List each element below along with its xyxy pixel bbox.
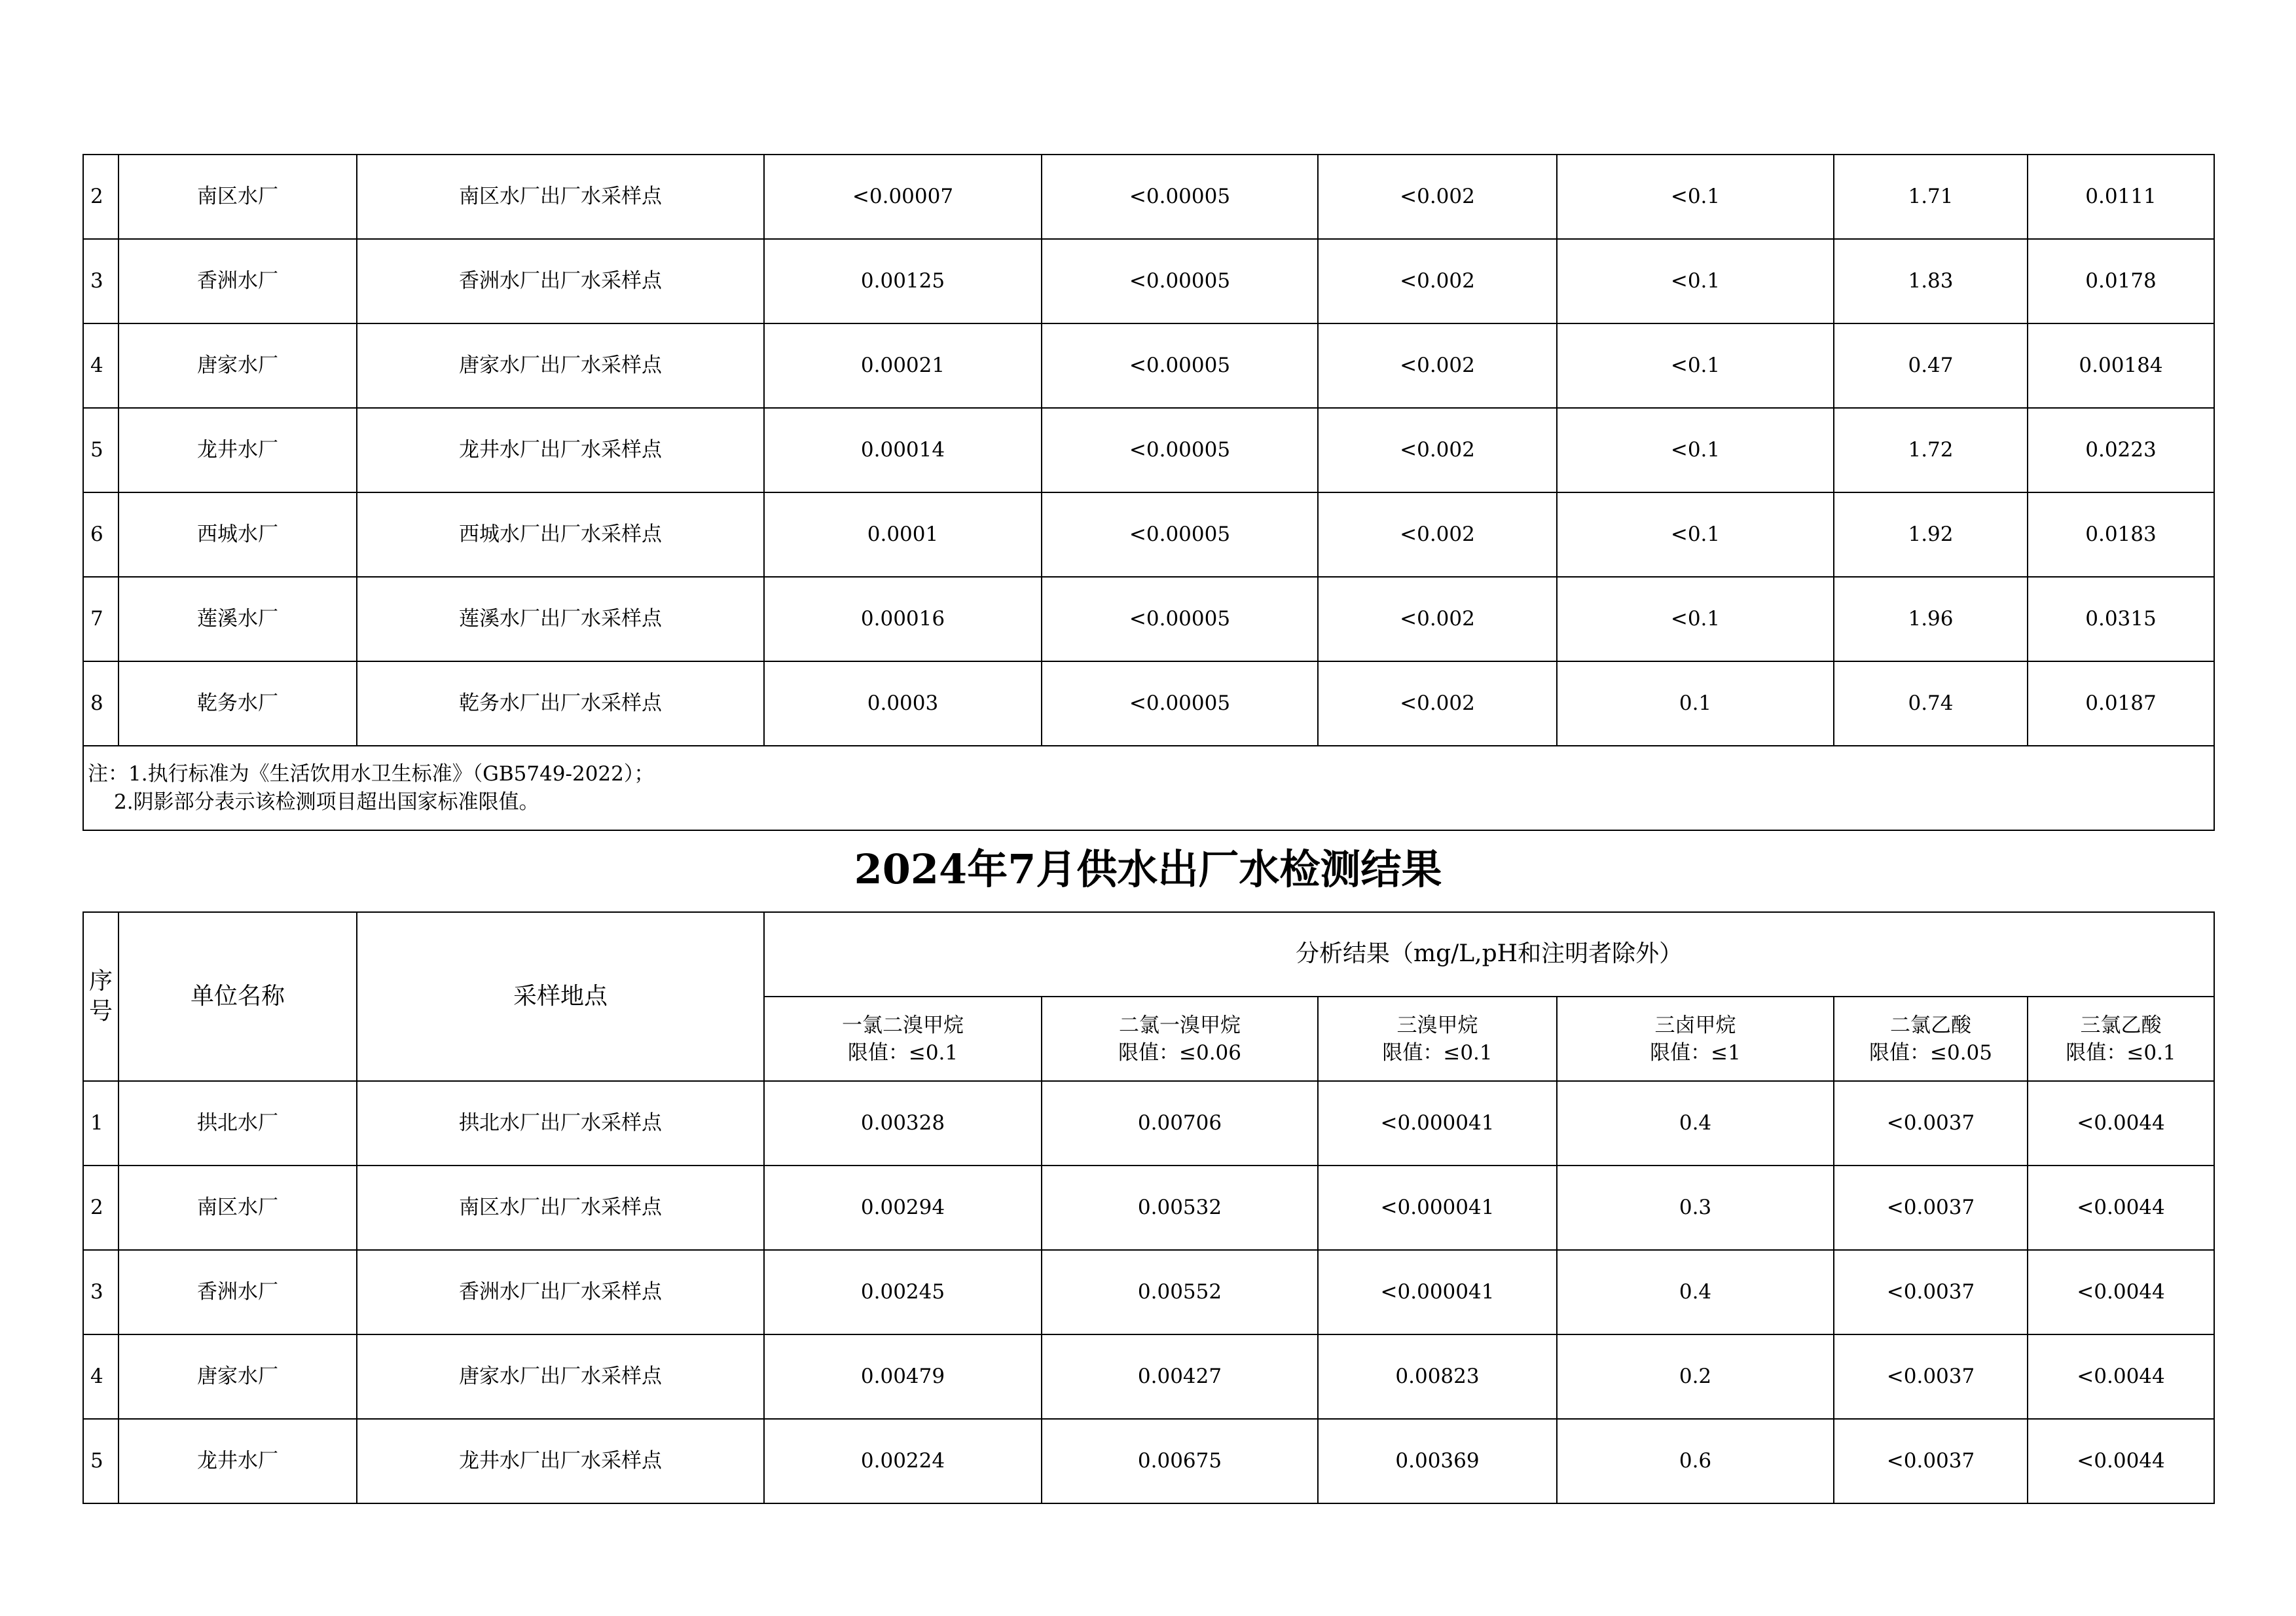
analyte-header bbox=[764, 997, 1042, 1081]
result-value-cell: <0.002 bbox=[1318, 408, 1557, 492]
sampling-site-cell: 拱北水厂出厂水采样点 bbox=[357, 1081, 764, 1166]
row-number: 7 bbox=[83, 577, 118, 661]
unit-name-cell: 南区水厂 bbox=[118, 1166, 357, 1250]
analyte-name: 三氯乙酸 bbox=[2080, 1013, 2162, 1037]
sampling-site-cell: 唐家水厂出厂水采样点 bbox=[357, 1334, 764, 1419]
result-value-cell: <0.0037 bbox=[1834, 1250, 2028, 1334]
analyte-limit: 限值：≤1 bbox=[1650, 1040, 1741, 1065]
table-row bbox=[83, 1081, 2214, 1166]
result-value-cell: 0.2 bbox=[1557, 1334, 1834, 1419]
analyte-limit: 限值：≤0.06 bbox=[1118, 1040, 1241, 1065]
result-value-cell: 0.00706 bbox=[1042, 1081, 1318, 1166]
result-value-cell: 0.74 bbox=[1834, 661, 2028, 746]
table-row bbox=[83, 323, 2214, 408]
sampling-site-cell: 唐家水厂出厂水采样点 bbox=[357, 323, 764, 408]
result-value-cell: 0.0187 bbox=[2028, 661, 2214, 746]
unit-name-cell: 香洲水厂 bbox=[118, 239, 357, 323]
table-row bbox=[83, 577, 2214, 661]
result-value-cell: <0.00005 bbox=[1042, 408, 1318, 492]
row-number: 3 bbox=[83, 1250, 118, 1334]
result-value-cell: <0.00005 bbox=[1042, 492, 1318, 577]
result-value-cell: 0.00427 bbox=[1042, 1334, 1318, 1419]
sampling-site-cell: 西城水厂出厂水采样点 bbox=[357, 492, 764, 577]
notes-cell bbox=[83, 746, 2214, 830]
result-value-cell: <0.002 bbox=[1318, 155, 1557, 239]
result-value-cell: 0.00224 bbox=[764, 1419, 1042, 1503]
result-value-cell: <0.1 bbox=[1557, 323, 1834, 408]
unit-name-cell: 唐家水厂 bbox=[118, 323, 357, 408]
result-value-cell: <0.002 bbox=[1318, 492, 1557, 577]
result-value-cell: 0.4 bbox=[1557, 1250, 1834, 1334]
analyte-limit: 限值：≤0.1 bbox=[847, 1040, 958, 1065]
row-number: 4 bbox=[83, 1334, 118, 1419]
result-value-cell: <0.0044 bbox=[2028, 1166, 2214, 1250]
result-value-cell: 0.00245 bbox=[764, 1250, 1042, 1334]
result-value-cell: 1.96 bbox=[1834, 577, 2028, 661]
result-value-cell: 0.6 bbox=[1557, 1419, 1834, 1503]
table-header bbox=[83, 912, 2214, 1081]
row-number: 2 bbox=[83, 155, 118, 239]
result-value-cell: <0.0037 bbox=[1834, 1334, 2028, 1419]
result-value-cell: <0.000041 bbox=[1318, 1250, 1557, 1334]
analyte-name: 二氯一溴甲烷 bbox=[1119, 1013, 1241, 1037]
table-row bbox=[83, 408, 2214, 492]
unit-name-cell: 莲溪水厂 bbox=[118, 577, 357, 661]
analyte-name: 三卤甲烷 bbox=[1654, 1013, 1736, 1037]
result-value-cell: 0.00328 bbox=[764, 1081, 1042, 1166]
result-value-cell: 0.00823 bbox=[1318, 1334, 1557, 1419]
result-value-cell: <0.00005 bbox=[1042, 661, 1318, 746]
unit-name-cell: 唐家水厂 bbox=[118, 1334, 357, 1419]
result-value-cell: 0.1 bbox=[1557, 661, 1834, 746]
sampling-site-cell: 南区水厂出厂水采样点 bbox=[357, 1166, 764, 1250]
row-number: 6 bbox=[83, 492, 118, 577]
sampling-site-cell: 南区水厂出厂水采样点 bbox=[357, 155, 764, 239]
analyte-name: 二氯乙酸 bbox=[1890, 1013, 1971, 1037]
result-value-cell: 0.0111 bbox=[2028, 155, 2214, 239]
result-value-cell: <0.0044 bbox=[2028, 1081, 2214, 1166]
header-unit-name: 单位名称 bbox=[118, 912, 357, 1081]
result-value-cell: <0.00005 bbox=[1042, 577, 1318, 661]
sampling-site-cell: 乾务水厂出厂水采样点 bbox=[357, 661, 764, 746]
result-value-cell: <0.000041 bbox=[1318, 1081, 1557, 1166]
result-value-cell: <0.002 bbox=[1318, 239, 1557, 323]
result-value-cell: 0.0223 bbox=[2028, 408, 2214, 492]
result-value-cell: 1.71 bbox=[1834, 155, 2028, 239]
result-value-cell: <0.0044 bbox=[2028, 1419, 2214, 1503]
page-title: 2024年7月供水出厂水检测结果 bbox=[854, 845, 1442, 893]
row-number: 2 bbox=[83, 1166, 118, 1250]
result-value-cell: 0.00294 bbox=[764, 1166, 1042, 1250]
result-value-cell: <0.00005 bbox=[1042, 155, 1318, 239]
bottom-table-body bbox=[83, 1081, 2214, 1503]
table-row bbox=[83, 155, 2214, 239]
result-value-cell: 0.0003 bbox=[764, 661, 1042, 746]
result-value-cell: 1.83 bbox=[1834, 239, 2028, 323]
row-number: 5 bbox=[83, 1419, 118, 1503]
header-seq: 序号 bbox=[83, 912, 118, 1081]
result-value-cell: 0.00021 bbox=[764, 323, 1042, 408]
note-line: 注：1.执行标准为《生活饮用水卫生标准》（GB5749-2022）； bbox=[88, 762, 655, 786]
row-number: 5 bbox=[83, 408, 118, 492]
result-value-cell: 0.0178 bbox=[2028, 239, 2214, 323]
sampling-site-cell: 莲溪水厂出厂水采样点 bbox=[357, 577, 764, 661]
result-value-cell: <0.00005 bbox=[1042, 323, 1318, 408]
analyte-name: 三溴甲烷 bbox=[1396, 1013, 1478, 1037]
result-value-cell: 0.0183 bbox=[2028, 492, 2214, 577]
result-value-cell: <0.00007 bbox=[764, 155, 1042, 239]
unit-name-cell: 西城水厂 bbox=[118, 492, 357, 577]
result-value-cell: <0.002 bbox=[1318, 577, 1557, 661]
result-value-cell: <0.1 bbox=[1557, 577, 1834, 661]
row-number: 4 bbox=[83, 323, 118, 408]
result-value-cell: 0.0001 bbox=[764, 492, 1042, 577]
row-number: 8 bbox=[83, 661, 118, 746]
sampling-site-cell: 龙井水厂出厂水采样点 bbox=[357, 1419, 764, 1503]
note-line: 2.阴影部分表示该检测项目超出国家标准限值。 bbox=[114, 790, 539, 814]
result-value-cell: 0.47 bbox=[1834, 323, 2028, 408]
analyte-header bbox=[1318, 997, 1557, 1081]
result-value-cell: <0.1 bbox=[1557, 492, 1834, 577]
sampling-site-cell: 香洲水厂出厂水采样点 bbox=[357, 239, 764, 323]
result-value-cell: <0.0037 bbox=[1834, 1419, 2028, 1503]
result-value-cell: 0.4 bbox=[1557, 1081, 1834, 1166]
unit-name-cell: 香洲水厂 bbox=[118, 1250, 357, 1334]
analyte-name: 一氯二溴甲烷 bbox=[842, 1013, 964, 1037]
result-value-cell: 0.00369 bbox=[1318, 1419, 1557, 1503]
result-value-cell: 0.00479 bbox=[764, 1334, 1042, 1419]
table-row bbox=[83, 661, 2214, 746]
result-value-cell: 0.00125 bbox=[764, 239, 1042, 323]
table-row bbox=[83, 1334, 2214, 1419]
sampling-site-cell: 龙井水厂出厂水采样点 bbox=[357, 408, 764, 492]
analyte-limit: 限值：≤0.05 bbox=[1869, 1040, 1992, 1065]
analyte-header bbox=[2028, 997, 2214, 1081]
result-value-cell: 0.00014 bbox=[764, 408, 1042, 492]
analyte-limit: 限值：≤0.1 bbox=[2066, 1040, 2176, 1065]
result-value-cell: 0.0315 bbox=[2028, 577, 2214, 661]
results-table bbox=[82, 911, 2215, 1504]
result-value-cell: <0.002 bbox=[1318, 661, 1557, 746]
analyte-header bbox=[1557, 997, 1834, 1081]
table-row bbox=[83, 1419, 2214, 1503]
row-number: 1 bbox=[83, 1081, 118, 1166]
result-value-cell: <0.1 bbox=[1557, 155, 1834, 239]
result-value-cell: 0.00552 bbox=[1042, 1250, 1318, 1334]
header-analysis-results: 分析结果（mg/L,pH和注明者除外） bbox=[764, 912, 2214, 997]
result-value-cell: <0.000041 bbox=[1318, 1166, 1557, 1250]
table-row bbox=[83, 1250, 2214, 1334]
result-value-cell: <0.00005 bbox=[1042, 239, 1318, 323]
results-table-continued bbox=[82, 154, 2215, 831]
table-row bbox=[83, 492, 2214, 577]
result-value-cell: 0.00532 bbox=[1042, 1166, 1318, 1250]
unit-name-cell: 龙井水厂 bbox=[118, 408, 357, 492]
result-value-cell: <0.1 bbox=[1557, 239, 1834, 323]
analyte-header bbox=[1834, 997, 2028, 1081]
row-number: 3 bbox=[83, 239, 118, 323]
result-value-cell: 1.92 bbox=[1834, 492, 2028, 577]
header-sampling-site: 采样地点 bbox=[357, 912, 764, 1081]
table-row bbox=[83, 1166, 2214, 1250]
result-value-cell: 0.00184 bbox=[2028, 323, 2214, 408]
result-value-cell: 0.00016 bbox=[764, 577, 1042, 661]
result-value-cell: <0.0037 bbox=[1834, 1081, 2028, 1166]
result-value-cell: 1.72 bbox=[1834, 408, 2028, 492]
result-value-cell: 0.3 bbox=[1557, 1166, 1834, 1250]
unit-name-cell: 龙井水厂 bbox=[118, 1419, 357, 1503]
sampling-site-cell: 香洲水厂出厂水采样点 bbox=[357, 1250, 764, 1334]
top-table-body bbox=[83, 155, 2214, 830]
result-value-cell: <0.0037 bbox=[1834, 1166, 2028, 1250]
unit-name-cell: 南区水厂 bbox=[118, 155, 357, 239]
result-value-cell: <0.1 bbox=[1557, 408, 1834, 492]
unit-name-cell: 乾务水厂 bbox=[118, 661, 357, 746]
result-value-cell: <0.002 bbox=[1318, 323, 1557, 408]
result-value-cell: <0.0044 bbox=[2028, 1250, 2214, 1334]
notes-row bbox=[83, 746, 2214, 830]
analyte-header bbox=[1042, 997, 1318, 1081]
table-row bbox=[83, 239, 2214, 323]
unit-name-cell: 拱北水厂 bbox=[118, 1081, 357, 1166]
analyte-limit: 限值：≤0.1 bbox=[1382, 1040, 1493, 1065]
result-value-cell: <0.0044 bbox=[2028, 1334, 2214, 1419]
result-value-cell: 0.00675 bbox=[1042, 1419, 1318, 1503]
